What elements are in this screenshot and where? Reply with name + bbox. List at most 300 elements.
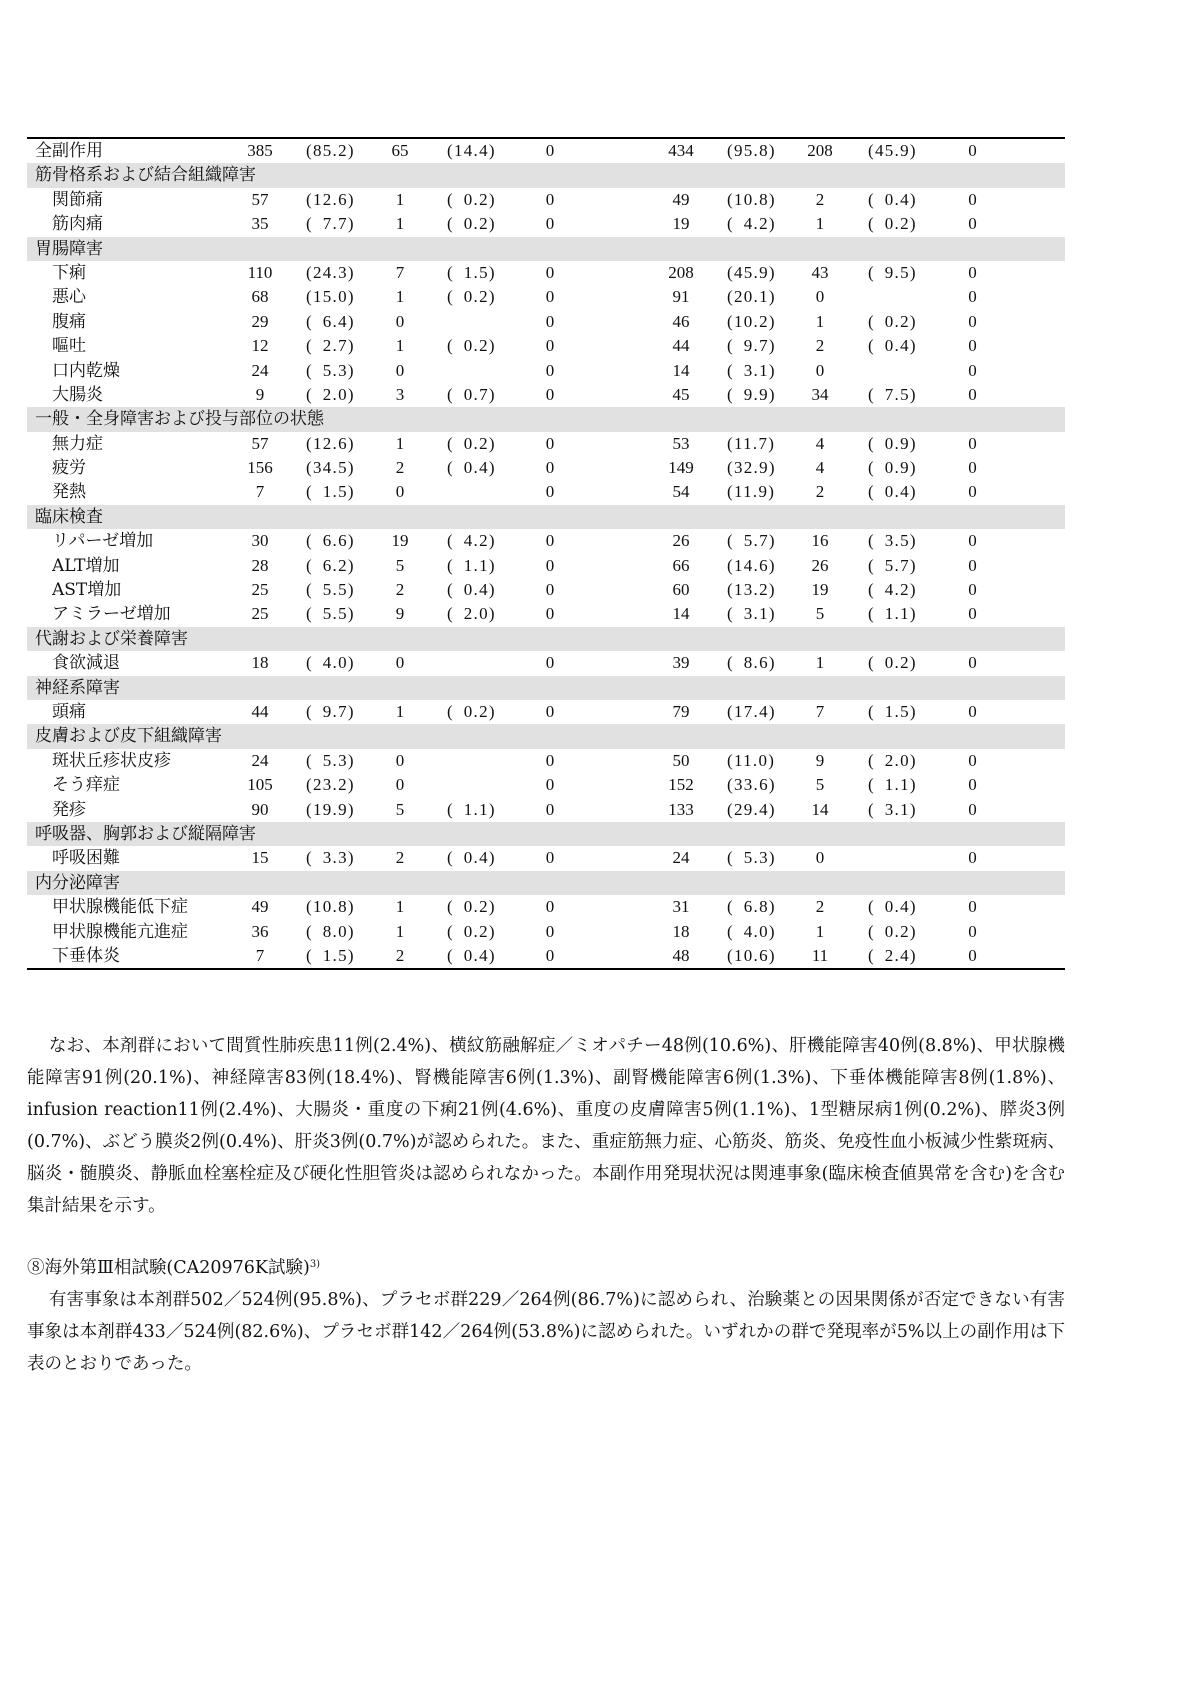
arm1-all-grade-pct: (23.2) — [306, 775, 355, 795]
arm1-grade3-4-count: 0 — [395, 482, 405, 502]
arm2-grade3-4-pct — [840, 846, 940, 870]
table-row — [27, 651, 1065, 675]
arm2-grade5-count: 0 — [968, 311, 977, 331]
arm2-all-grade-count: 24 — [672, 848, 690, 868]
arm2-all-grade-count: 14 — [672, 604, 690, 624]
arm1-grade3-4-count: 0 — [395, 360, 405, 380]
table-row — [27, 432, 1065, 456]
arm2-grade5-count: 0 — [968, 921, 977, 941]
arm1-grade3-4-pct: ( 0.2) — [447, 336, 496, 356]
arm2-grade3-4-count: 1 — [815, 921, 825, 941]
arm2-all-grade-count: 149 — [668, 458, 694, 478]
arm1-all-grade-count: 15 — [251, 848, 269, 868]
arm1-grade5-count: 0 — [545, 921, 555, 941]
event-name: 疲労 — [52, 458, 86, 479]
arm2-grade5-count: 0 — [968, 750, 977, 770]
arm1-grade5-count: 0 — [545, 848, 555, 868]
arm2-all-grade-count: 133 — [668, 799, 694, 819]
arm1-grade3-4-count: 1 — [395, 897, 405, 917]
arm2-grade5-count: 0 — [968, 848, 977, 868]
category-row — [27, 871, 1065, 895]
arm2-grade5-count: 0 — [968, 775, 977, 795]
arm1-all-grade-count: 24 — [251, 750, 269, 770]
category-row — [27, 237, 1065, 261]
arm2-grade3-4-count: 34 — [811, 384, 829, 404]
arm1-grade3-4-pct — [420, 749, 520, 773]
arm1-grade3-4-pct: ( 0.4) — [447, 580, 496, 600]
arm1-all-grade-pct: (15.0) — [306, 287, 355, 307]
arm1-all-grade-count: 24 — [251, 360, 269, 380]
category-row — [27, 676, 1065, 700]
arm2-all-grade-pct: ( 9.9) — [727, 384, 776, 404]
arm1-all-grade-pct: ( 5.5) — [306, 604, 355, 624]
arm2-grade3-4-pct: ( 0.4) — [868, 189, 917, 209]
arm2-all-grade-count: 46 — [672, 311, 690, 331]
arm2-grade5-count: 0 — [968, 262, 977, 282]
arm1-grade3-4-count: 1 — [395, 189, 405, 209]
arm2-grade3-4-pct: ( 3.5) — [868, 531, 917, 551]
arm1-grade3-4-count: 2 — [395, 848, 405, 868]
table-row — [27, 749, 1065, 773]
arm2-all-grade-count: 49 — [672, 189, 690, 209]
category-label: 筋骨格系および結合組織障害 — [35, 165, 256, 186]
event-name: 無力症 — [52, 433, 103, 454]
arm1-grade3-4-count: 3 — [395, 384, 405, 404]
arm2-grade3-4-pct: ( 0.4) — [868, 336, 917, 356]
arm1-grade3-4-pct — [420, 310, 520, 334]
arm2-grade5-count: 0 — [968, 482, 977, 502]
section-heading — [27, 1252, 1065, 1284]
arm2-all-grade-pct: ( 4.0) — [727, 921, 776, 941]
arm1-grade5-count: 0 — [545, 287, 555, 307]
total-row — [27, 139, 1065, 163]
arm2-all-grade-count: 50 — [672, 750, 690, 770]
arm2-all-grade-pct: ( 3.1) — [727, 604, 776, 624]
arm2-all-grade-count: 26 — [672, 531, 690, 551]
arm1-grade3-4-pct: ( 0.2) — [447, 433, 496, 453]
table-row — [27, 920, 1065, 944]
arm1-all-grade-count: 30 — [251, 531, 269, 551]
table-row — [27, 846, 1065, 870]
arm1-all-grade-pct: ( 7.7) — [306, 214, 355, 234]
arm2-grade3-4-count: 14 — [811, 799, 829, 819]
arm2-all-grade-count: 19 — [672, 214, 690, 234]
arm1-all-grade-count: 44 — [251, 701, 269, 721]
arm1-all-grade-pct: ( 9.7) — [306, 701, 355, 721]
event-name: そう痒症 — [52, 775, 120, 796]
event-name: 頭痛 — [52, 701, 86, 722]
arm1-grade3-4-count: 0 — [395, 750, 405, 770]
summary-paragraph: 有害事象は本剤群502／524例(95.8%)、プラセボ群229／264例(86.7%)に認められ、治験薬との因果関係が否定できない有害事象は本剤群433／524例(82.6%)、プラセボ群142／264例(53.8%)に認められた。いずれかの群で発現率が5%以上の副作用は下表のとおりであった。 — [27, 1290, 1065, 1374]
arm2-grade3-4-count: 2 — [815, 189, 825, 209]
arm1-grade3-4-pct: ( 0.4) — [447, 848, 496, 868]
arm2-all-grade-pct: ( 5.3) — [727, 848, 776, 868]
table-row — [27, 602, 1065, 626]
arm2-all-grade-count: 208 — [668, 262, 694, 282]
arm2-grade5-count: 0 — [968, 555, 977, 575]
arm2-grade3-4-count: 19 — [811, 580, 829, 600]
arm2-all-grade-count: 48 — [672, 945, 690, 965]
arm1-grade5-count: 0 — [545, 384, 555, 404]
arm1-grade3-4-pct — [420, 359, 520, 383]
table-row — [27, 212, 1065, 236]
arm1-grade3-4-pct: ( 1.1) — [447, 799, 496, 819]
reference-superscript: 3) — [309, 1259, 321, 1270]
arm2-grade5-count: 0 — [968, 214, 977, 234]
arm2-all-grade-pct: (20.1) — [727, 287, 776, 307]
event-name: 全副作用 — [35, 141, 103, 161]
arm2-all-grade-pct: (13.2) — [727, 580, 776, 600]
arm1-grade3-4-count: 1 — [395, 921, 405, 941]
arm2-grade5-count: 0 — [968, 336, 977, 356]
arm2-grade5-count: 0 — [968, 531, 977, 551]
arm1-all-grade-count: 29 — [251, 311, 269, 331]
arm1-grade3-4-count: 0 — [395, 653, 405, 673]
arm1-grade5-count: 0 — [545, 336, 555, 356]
event-name: 嘔吐 — [52, 336, 86, 357]
arm1-grade3-4-pct: ( 0.4) — [447, 458, 496, 478]
arm1-all-grade-count: 7 — [255, 482, 265, 502]
arm2-grade5-count: 0 — [968, 141, 977, 160]
arm2-grade5-count: 0 — [968, 433, 977, 453]
category-label: 呼吸器、胸郭および縦隔障害 — [35, 823, 256, 844]
arm2-grade3-4-pct: ( 1.1) — [868, 775, 917, 795]
arm2-grade3-4-count: 2 — [815, 482, 825, 502]
category-row — [27, 505, 1065, 529]
event-name: アミラーゼ増加 — [52, 604, 171, 625]
arm1-grade3-4-count: 7 — [395, 262, 405, 282]
arm2-all-grade-count: 66 — [672, 555, 690, 575]
arm1-grade3-4-pct: ( 1.1) — [447, 555, 496, 575]
arm1-all-grade-count: 385 — [247, 141, 273, 160]
arm1-grade3-4-pct — [420, 651, 520, 675]
arm1-grade3-4-count: 0 — [395, 775, 405, 795]
table-row — [27, 383, 1065, 407]
arm1-grade5-count: 0 — [545, 580, 555, 600]
arm1-all-grade-pct: (10.8) — [306, 897, 355, 917]
arm2-grade3-4-pct: ( 0.2) — [868, 653, 917, 673]
arm1-all-grade-pct: (12.6) — [306, 189, 355, 209]
arm1-all-grade-count: 68 — [251, 287, 269, 307]
arm2-grade5-count: 0 — [968, 458, 977, 478]
category-label: 胃腸障害 — [35, 238, 103, 259]
arm1-all-grade-count: 110 — [247, 262, 273, 282]
arm2-all-grade-count: 44 — [672, 336, 690, 356]
event-name: 発熱 — [52, 482, 86, 503]
arm2-all-grade-count: 60 — [672, 580, 690, 600]
arm2-all-grade-count: 54 — [672, 482, 690, 502]
arm1-all-grade-count: 25 — [251, 580, 269, 600]
arm2-grade5-count: 0 — [968, 360, 977, 380]
table-row — [27, 359, 1065, 383]
event-name: ALT増加 — [52, 555, 120, 576]
arm2-grade3-4-count: 2 — [815, 336, 825, 356]
arm1-grade5-count: 0 — [545, 311, 555, 331]
arm1-grade3-4-count: 9 — [395, 604, 405, 624]
arm2-grade3-4-count: 16 — [811, 531, 829, 551]
arm1-grade3-4-pct: ( 0.2) — [447, 701, 496, 721]
arm2-all-grade-count: 79 — [672, 701, 690, 721]
arm2-all-grade-pct: ( 4.2) — [727, 214, 776, 234]
arm2-grade3-4-count: 0 — [815, 287, 825, 307]
arm2-grade5-count: 0 — [968, 287, 977, 307]
arm1-all-grade-pct: ( 2.0) — [306, 384, 355, 404]
category-label: 一般・全身障害および投与部位の状態 — [35, 409, 324, 430]
category-label: 臨床検査 — [35, 506, 103, 527]
table-row — [27, 554, 1065, 578]
arm1-grade3-4-pct: ( 2.0) — [447, 604, 496, 624]
arm2-all-grade-pct: ( 5.7) — [727, 531, 776, 551]
arm1-grade3-4-count: 5 — [395, 555, 405, 575]
arm2-all-grade-count: 31 — [672, 897, 690, 917]
arm2-grade3-4-count: 9 — [815, 750, 825, 770]
arm1-all-grade-count: 105 — [247, 775, 273, 795]
event-name: 筋肉痛 — [52, 214, 103, 235]
arm2-grade3-4-pct: (45.9) — [868, 141, 917, 160]
arm1-all-grade-pct: (24.3) — [306, 262, 355, 282]
arm1-all-grade-count: 9 — [255, 384, 265, 404]
arm2-grade3-4-count: 4 — [815, 433, 825, 453]
arm1-grade5-count: 0 — [545, 531, 555, 551]
table-row — [27, 188, 1065, 212]
arm1-grade3-4-pct: ( 0.2) — [447, 921, 496, 941]
arm1-all-grade-count: 156 — [247, 458, 273, 478]
arm2-all-grade-count: 434 — [668, 141, 694, 160]
arm2-grade3-4-pct: ( 2.4) — [868, 945, 917, 965]
table-row — [27, 944, 1065, 968]
arm2-all-grade-pct: (10.8) — [727, 189, 776, 209]
arm1-grade5-count: 0 — [545, 775, 555, 795]
arm2-all-grade-count: 18 — [672, 921, 690, 941]
table-row — [27, 700, 1065, 724]
arm2-all-grade-pct: (10.2) — [727, 311, 776, 331]
arm1-grade5-count: 0 — [545, 189, 555, 209]
event-name: 呼吸困難 — [52, 848, 120, 869]
event-name: AST増加 — [52, 580, 122, 601]
category-row — [27, 822, 1065, 846]
arm1-grade3-4-pct: ( 4.2) — [447, 531, 496, 551]
arm1-grade3-4-count: 1 — [395, 287, 405, 307]
arm1-all-grade-count: 35 — [251, 214, 269, 234]
arm2-grade5-count: 0 — [968, 945, 977, 965]
arm1-all-grade-pct: ( 6.6) — [306, 531, 355, 551]
arm1-grade5-count: 0 — [545, 653, 555, 673]
event-name: 甲状腺機能亢進症 — [52, 921, 188, 942]
arm1-all-grade-pct: ( 6.2) — [306, 555, 355, 575]
arm2-grade3-4-count: 0 — [815, 360, 825, 380]
arm1-grade3-4-pct: ( 0.2) — [447, 189, 496, 209]
arm2-grade3-4-pct: ( 0.2) — [868, 311, 917, 331]
arm2-grade3-4-count: 2 — [815, 897, 825, 917]
arm1-grade3-4-pct — [420, 773, 520, 797]
arm1-all-grade-count: 57 — [251, 433, 269, 453]
table-row — [27, 310, 1065, 334]
arm1-all-grade-pct: ( 6.4) — [306, 311, 355, 331]
arm2-grade3-4-count: 208 — [807, 141, 833, 160]
arm1-all-grade-pct: ( 8.0) — [306, 921, 355, 941]
arm1-all-grade-pct: ( 1.5) — [306, 945, 355, 965]
arm1-all-grade-count: 12 — [251, 336, 269, 356]
category-label: 内分泌障害 — [35, 872, 120, 893]
arm1-grade3-4-count: 2 — [395, 458, 405, 478]
arm2-grade3-4-pct: ( 0.4) — [868, 482, 917, 502]
arm1-grade5-count: 0 — [545, 262, 555, 282]
arm1-grade3-4-pct: ( 0.2) — [447, 287, 496, 307]
note-paragraph: なお、本剤群において間質性肺疾患11例(2.4%)、横紋筋融解症／ミオパチー48例(10.6%)、肝機能障害40例(8.8%)、甲状腺機能障害91例(20.1%)、神経障害83例(18.4%)、腎機能障害6例(1.3%)、副腎機能障害6例(1.3%)、下垂体機能障害8例(1.8%)、infusion reaction11例(2.4%)、大腸炎・重度の下痢21例(4.6%)、重度の皮膚障害5例(1.1%)、1型糖尿病1例(0.2%)、膵炎3例(0.7%)、ぶどう膜炎2例(0.4%)、肝炎3例(0.7%)が認められた。また、重症筋無力症、心筋炎、筋炎、免疫性血小板減少性紫斑病、脳炎・髄膜炎、静脈血栓塞栓症及び硬化性胆管炎は認められなかった。本副作用発現状況は関連事象(臨床検査値異常を含む)を含む集計結果を示す。 — [27, 1036, 1065, 1216]
arm1-grade3-4-count: 2 — [395, 945, 405, 965]
arm1-all-grade-pct: ( 5.3) — [306, 750, 355, 770]
arm1-all-grade-pct: (19.9) — [306, 799, 355, 819]
arm1-all-grade-count: 25 — [251, 604, 269, 624]
event-name: リパーゼ増加 — [52, 531, 154, 552]
table-row — [27, 798, 1065, 822]
event-name: 関節痛 — [52, 189, 103, 210]
arm2-grade3-4-pct: ( 4.2) — [868, 580, 917, 600]
arm2-all-grade-pct: (33.6) — [727, 775, 776, 795]
arm2-grade5-count: 0 — [968, 897, 977, 917]
event-name: 悪心 — [52, 287, 86, 308]
arm2-grade3-4-count: 5 — [815, 775, 825, 795]
arm2-all-grade-pct: (29.4) — [727, 799, 776, 819]
arm2-grade5-count: 0 — [968, 653, 977, 673]
arm2-all-grade-count: 45 — [672, 384, 690, 404]
arm2-grade3-4-count: 7 — [815, 701, 825, 721]
arm1-all-grade-pct: (34.5) — [306, 458, 355, 478]
arm2-all-grade-count: 39 — [672, 653, 690, 673]
category-row — [27, 407, 1065, 431]
arm1-all-grade-count: 36 — [251, 921, 269, 941]
arm1-grade5-count: 0 — [545, 458, 555, 478]
arm2-grade3-4-pct: ( 0.4) — [868, 897, 917, 917]
arm1-all-grade-pct: ( 4.0) — [306, 653, 355, 673]
arm2-all-grade-pct: (11.7) — [727, 433, 776, 453]
event-name: 下垂体炎 — [52, 945, 120, 966]
arm1-grade5-count: 0 — [545, 897, 555, 917]
arm2-grade3-4-pct: ( 9.5) — [868, 262, 917, 282]
arm1-grade5-count: 0 — [545, 141, 555, 160]
arm2-all-grade-pct: ( 8.6) — [727, 653, 776, 673]
section-heading-text: ⑧海外第Ⅲ相試験(CA20976K試験) — [27, 1258, 310, 1278]
arm1-grade3-4-count: 1 — [395, 336, 405, 356]
arm2-all-grade-pct: (11.9) — [727, 482, 776, 502]
arm2-grade3-4-pct: ( 0.2) — [868, 921, 917, 941]
arm2-grade3-4-pct: ( 1.1) — [868, 604, 917, 624]
category-label: 神経系障害 — [35, 677, 120, 698]
arm2-grade5-count: 0 — [968, 580, 977, 600]
arm1-all-grade-count: 57 — [251, 189, 269, 209]
arm1-grade5-count: 0 — [545, 701, 555, 721]
arm2-all-grade-pct: (11.0) — [727, 750, 776, 770]
table-row — [27, 261, 1065, 285]
arm1-grade3-4-count: 1 — [395, 214, 405, 234]
arm2-all-grade-pct: (17.4) — [727, 701, 776, 721]
table-row — [27, 285, 1065, 309]
arm1-grade5-count: 0 — [545, 555, 555, 575]
category-row — [27, 163, 1065, 187]
category-row — [27, 627, 1065, 651]
arm1-all-grade-count: 7 — [255, 945, 265, 965]
event-name: 斑状丘疹状皮疹 — [52, 750, 171, 771]
arm1-all-grade-count: 49 — [251, 897, 269, 917]
arm2-all-grade-pct: (10.6) — [727, 945, 776, 965]
arm1-all-grade-count: 18 — [251, 653, 269, 673]
event-name: 腹痛 — [52, 311, 86, 332]
table-row — [27, 895, 1065, 919]
arm2-all-grade-pct: (45.9) — [727, 262, 776, 282]
arm2-grade3-4-pct: ( 2.0) — [868, 750, 917, 770]
arm2-grade3-4-pct: ( 0.9) — [868, 433, 917, 453]
text-block — [27, 1030, 1065, 1380]
arm1-grade3-4-pct: ( 0.2) — [447, 897, 496, 917]
arm1-grade3-4-pct: (14.4) — [447, 141, 496, 160]
arm2-grade3-4-pct: ( 3.1) — [868, 799, 917, 819]
arm1-grade3-4-pct — [420, 480, 520, 504]
arm2-all-grade-pct: ( 9.7) — [727, 336, 776, 356]
arm2-grade3-4-pct — [840, 359, 940, 383]
arm1-all-grade-pct: ( 3.3) — [306, 848, 355, 868]
arm2-grade3-4-pct: ( 0.2) — [868, 214, 917, 234]
arm1-grade5-count: 0 — [545, 750, 555, 770]
event-name: 下痢 — [52, 262, 86, 283]
table-row — [27, 334, 1065, 358]
event-name: 口内乾燥 — [52, 360, 120, 381]
table-row — [27, 456, 1065, 480]
arm1-grade3-4-count: 1 — [395, 433, 405, 453]
arm2-grade3-4-count: 1 — [815, 653, 825, 673]
arm1-grade5-count: 0 — [545, 945, 555, 965]
arm1-all-grade-count: 28 — [251, 555, 269, 575]
arm2-grade3-4-pct: ( 0.9) — [868, 458, 917, 478]
arm1-all-grade-pct: ( 1.5) — [306, 482, 355, 502]
table-row — [27, 773, 1065, 797]
arm2-grade3-4-count: 5 — [815, 604, 825, 624]
arm2-grade3-4-count: 1 — [815, 311, 825, 331]
arm2-grade5-count: 0 — [968, 701, 977, 721]
arm1-all-grade-pct: ( 5.3) — [306, 360, 355, 380]
arm1-all-grade-pct: ( 5.5) — [306, 580, 355, 600]
arm2-all-grade-count: 152 — [668, 775, 694, 795]
category-label: 皮膚および皮下組織障害 — [35, 726, 222, 747]
arm2-all-grade-count: 14 — [672, 360, 690, 380]
arm2-grade3-4-count: 4 — [815, 458, 825, 478]
arm2-grade3-4-count: 11 — [811, 945, 829, 965]
arm1-grade3-4-pct: ( 0.7) — [447, 384, 496, 404]
event-name: 大腸炎 — [52, 384, 103, 405]
arm2-grade5-count: 0 — [968, 384, 977, 404]
arm1-all-grade-pct: ( 2.7) — [306, 336, 355, 356]
arm1-grade3-4-count: 19 — [391, 531, 409, 551]
adverse-events-table — [27, 137, 1065, 970]
arm2-grade3-4-count: 43 — [811, 262, 829, 282]
arm1-all-grade-count: 90 — [251, 799, 269, 819]
arm2-grade3-4-count: 26 — [811, 555, 829, 575]
arm1-all-grade-pct: (85.2) — [306, 141, 355, 160]
table-row — [27, 578, 1065, 602]
arm2-all-grade-pct: (95.8) — [727, 141, 776, 160]
arm2-grade3-4-pct: ( 5.7) — [868, 555, 917, 575]
arm1-grade3-4-count: 0 — [395, 311, 405, 331]
table-row — [27, 480, 1065, 504]
arm2-grade3-4-count: 0 — [815, 848, 825, 868]
arm2-grade3-4-pct: ( 1.5) — [868, 701, 917, 721]
arm2-all-grade-pct: (32.9) — [727, 458, 776, 478]
table-row — [27, 529, 1065, 553]
arm2-all-grade-count: 91 — [672, 287, 690, 307]
arm1-grade5-count: 0 — [545, 799, 555, 819]
arm2-grade5-count: 0 — [968, 189, 977, 209]
arm2-all-grade-pct: ( 6.8) — [727, 897, 776, 917]
arm1-grade3-4-count: 1 — [395, 701, 405, 721]
